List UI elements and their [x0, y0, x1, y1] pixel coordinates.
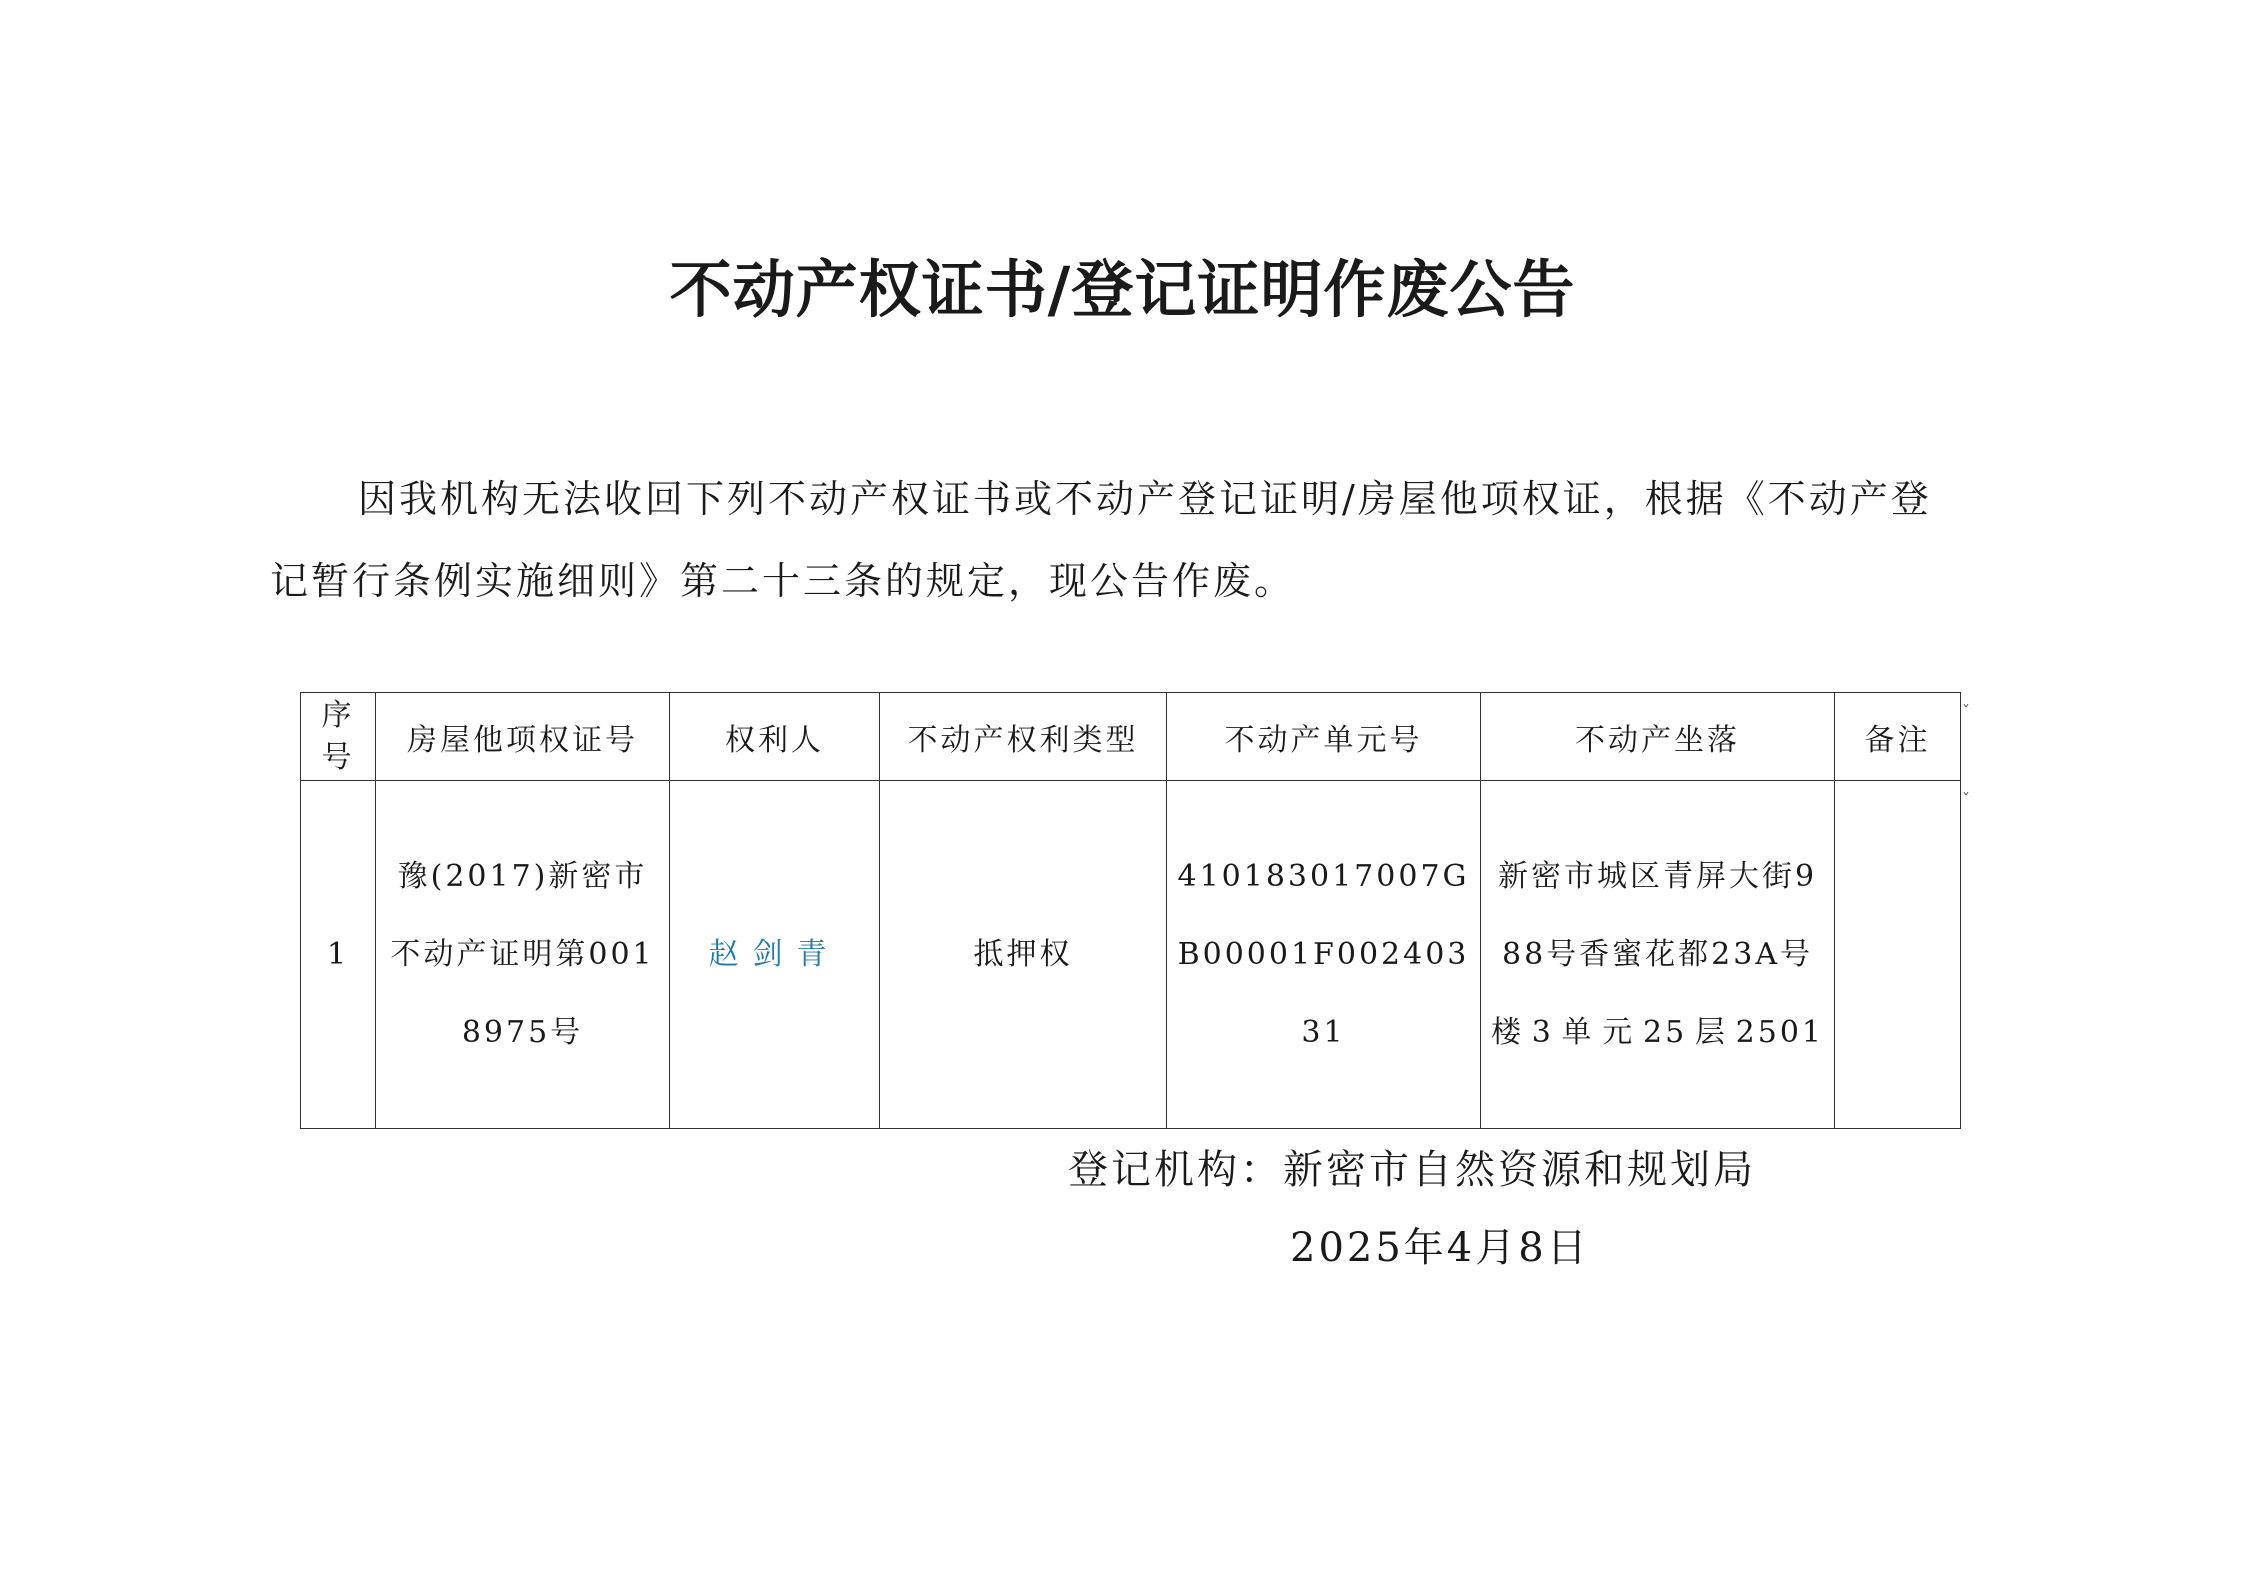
cell-seq: 1 [301, 781, 376, 1129]
announcement-body: 因我机构无法收回下列不动产权证书或不动产登记证明/房屋他项权证，根据《不动产登记暂行条例实施细则》第二十三条的规定，现公告作废。 [270, 477, 1932, 603]
cell-holder [670, 781, 880, 1129]
cell-note [1835, 781, 1961, 1129]
cell-cert-no: 豫(2017)新密市不动产证明第0018975号 [376, 781, 670, 1129]
page-title: 不动产权证书/登记证明作废公告 [669, 253, 1576, 326]
cell-unit-no: 410183017007GB00001F00240331 [1167, 781, 1481, 1129]
cell-location: 新密市城区青屏大街988号香蜜花都23A号楼3单元25层2501 [1481, 781, 1835, 1129]
table-row [301, 781, 1961, 1129]
header-unit-no: 不动产单元号 [1167, 693, 1481, 781]
table-header-row [301, 693, 1961, 781]
edge-mark-icon: ˇ [1962, 702, 1970, 721]
cell-right-type: 抵押权 [880, 781, 1167, 1129]
header-note: 备注 [1835, 693, 1961, 781]
announcement-date: 2025年4月8日 [1290, 1225, 1590, 1271]
header-right-type: 不动产权利类型 [880, 693, 1167, 781]
header-cert-no: 房屋他项权证号 [376, 693, 670, 781]
registration-authority: 登记机构：新密市自然资源和规划局 [1068, 1147, 1756, 1193]
holder-name: 赵剑青 [708, 936, 841, 972]
edge-mark-icon: ˇ [1962, 790, 1970, 809]
header-seq: 序号 [301, 693, 376, 781]
records-table [300, 692, 1961, 1129]
header-holder: 权利人 [670, 693, 880, 781]
header-location: 不动产坐落 [1481, 693, 1835, 781]
